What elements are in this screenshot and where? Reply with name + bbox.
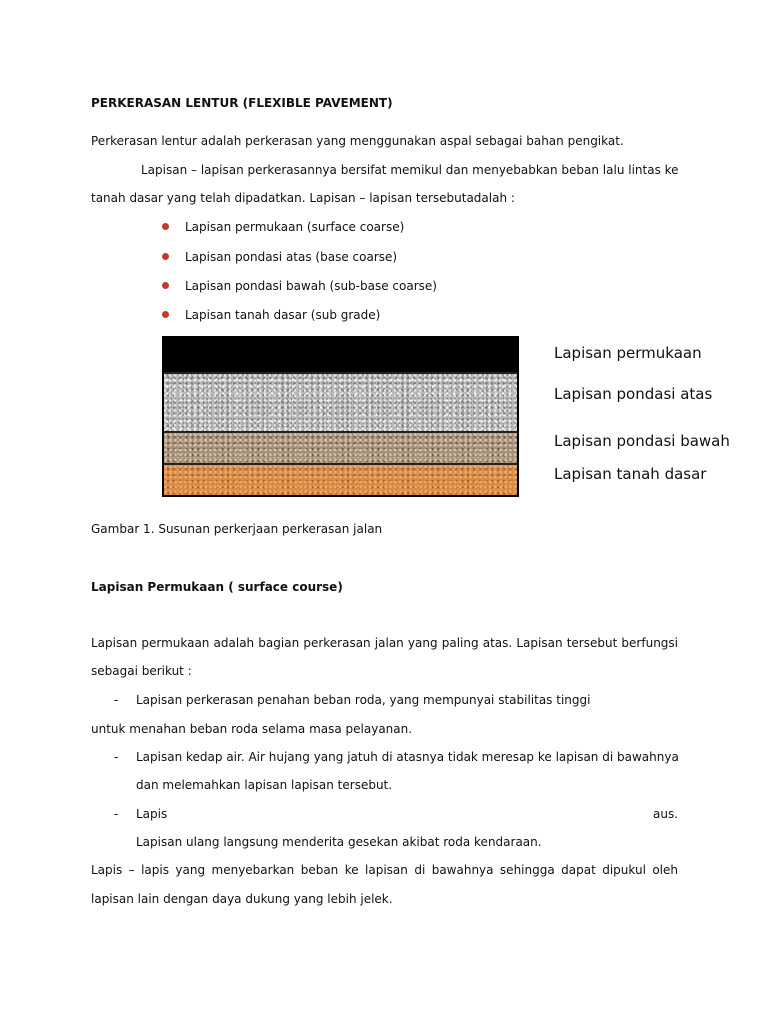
dash-marker: - <box>114 807 119 821</box>
list-item-line1-left: Lapis <box>136 807 168 821</box>
definition-text: Perkerasan lentur adalah perkerasan yang menggunakan aspal sebagai bahan pengikat. <box>91 134 624 148</box>
list-item-text: Lapisan permukaan (surface coarse) <box>185 220 405 234</box>
closing-paragraph-line1: Lapis – lapis yang menyebarkan beban ke lapisan di bawahnya sehingga dapat dipukul oleh <box>91 863 678 877</box>
list-item-line2: Lapisan ulang langsung menderita gesekan akibat roda kendaraan. <box>136 835 542 849</box>
intro-paragraph-line1: Lapisan – lapisan perkerasannya bersifat memikul dan menyebabkan beban lalu lintas ke <box>141 163 679 177</box>
subgrade-layer-label: Lapisan tanah dasar <box>554 465 707 483</box>
list-item-line2: untuk menahan beban roda selama masa pelayanan. <box>91 722 413 736</box>
dash-marker: - <box>114 750 119 764</box>
list-item-text: Lapisan tanah dasar (sub grade) <box>185 308 381 322</box>
subbase-layer <box>164 431 517 465</box>
dash-marker: - <box>114 693 119 707</box>
bullet-icon <box>162 253 169 260</box>
figure-caption: Gambar 1. Susunan perkerjaan perkerasan jalan <box>91 522 383 536</box>
section-heading: Lapisan Permukaan ( surface course) <box>91 580 343 594</box>
list-item-line1-right: aus. <box>653 807 679 821</box>
list-item-line1: Lapisan kedap air. Air hujang yang jatuh di atasnya tidak meresap ke lapisan di bawahnya <box>136 750 679 764</box>
list-item-line2: dan melemahkan lapisan lapisan tersebut. <box>136 778 393 792</box>
closing-paragraph-line2: lapisan lain dengan daya dukung yang lebih jelek. <box>91 892 393 906</box>
list-item-text: Lapisan pondasi bawah (sub-base coarse) <box>185 279 437 293</box>
intro-paragraph-line2: tanah dasar yang telah dipadatkan. Lapisan – lapisan tersebutadalah : <box>91 191 515 205</box>
surface-layer-label: Lapisan permukaan <box>554 344 702 362</box>
surface-layer <box>164 338 517 372</box>
base-layer-label: Lapisan pondasi atas <box>554 385 713 403</box>
subgrade-layer <box>164 463 517 497</box>
bullet-icon <box>162 311 169 318</box>
section-paragraph-line2: sebagai berikut : <box>91 664 192 678</box>
list-item-text: Lapisan pondasi atas (base coarse) <box>185 250 398 264</box>
document-title: PERKERASAN LENTUR (FLEXIBLE PAVEMENT) <box>91 96 393 110</box>
subbase-layer-label: Lapisan pondasi bawah <box>554 432 730 450</box>
section-paragraph-line1: Lapisan permukaan adalah bagian perkerasan jalan yang paling atas. Lapisan tersebut berfungsi <box>91 636 678 650</box>
pavement-cross-section <box>162 336 519 497</box>
bullet-icon <box>162 223 169 230</box>
base-layer <box>164 372 517 433</box>
list-item-line1: Lapisan perkerasan penahan beban roda, yang mempunyai stabilitas tinggi <box>136 693 591 707</box>
bullet-icon <box>162 282 169 289</box>
